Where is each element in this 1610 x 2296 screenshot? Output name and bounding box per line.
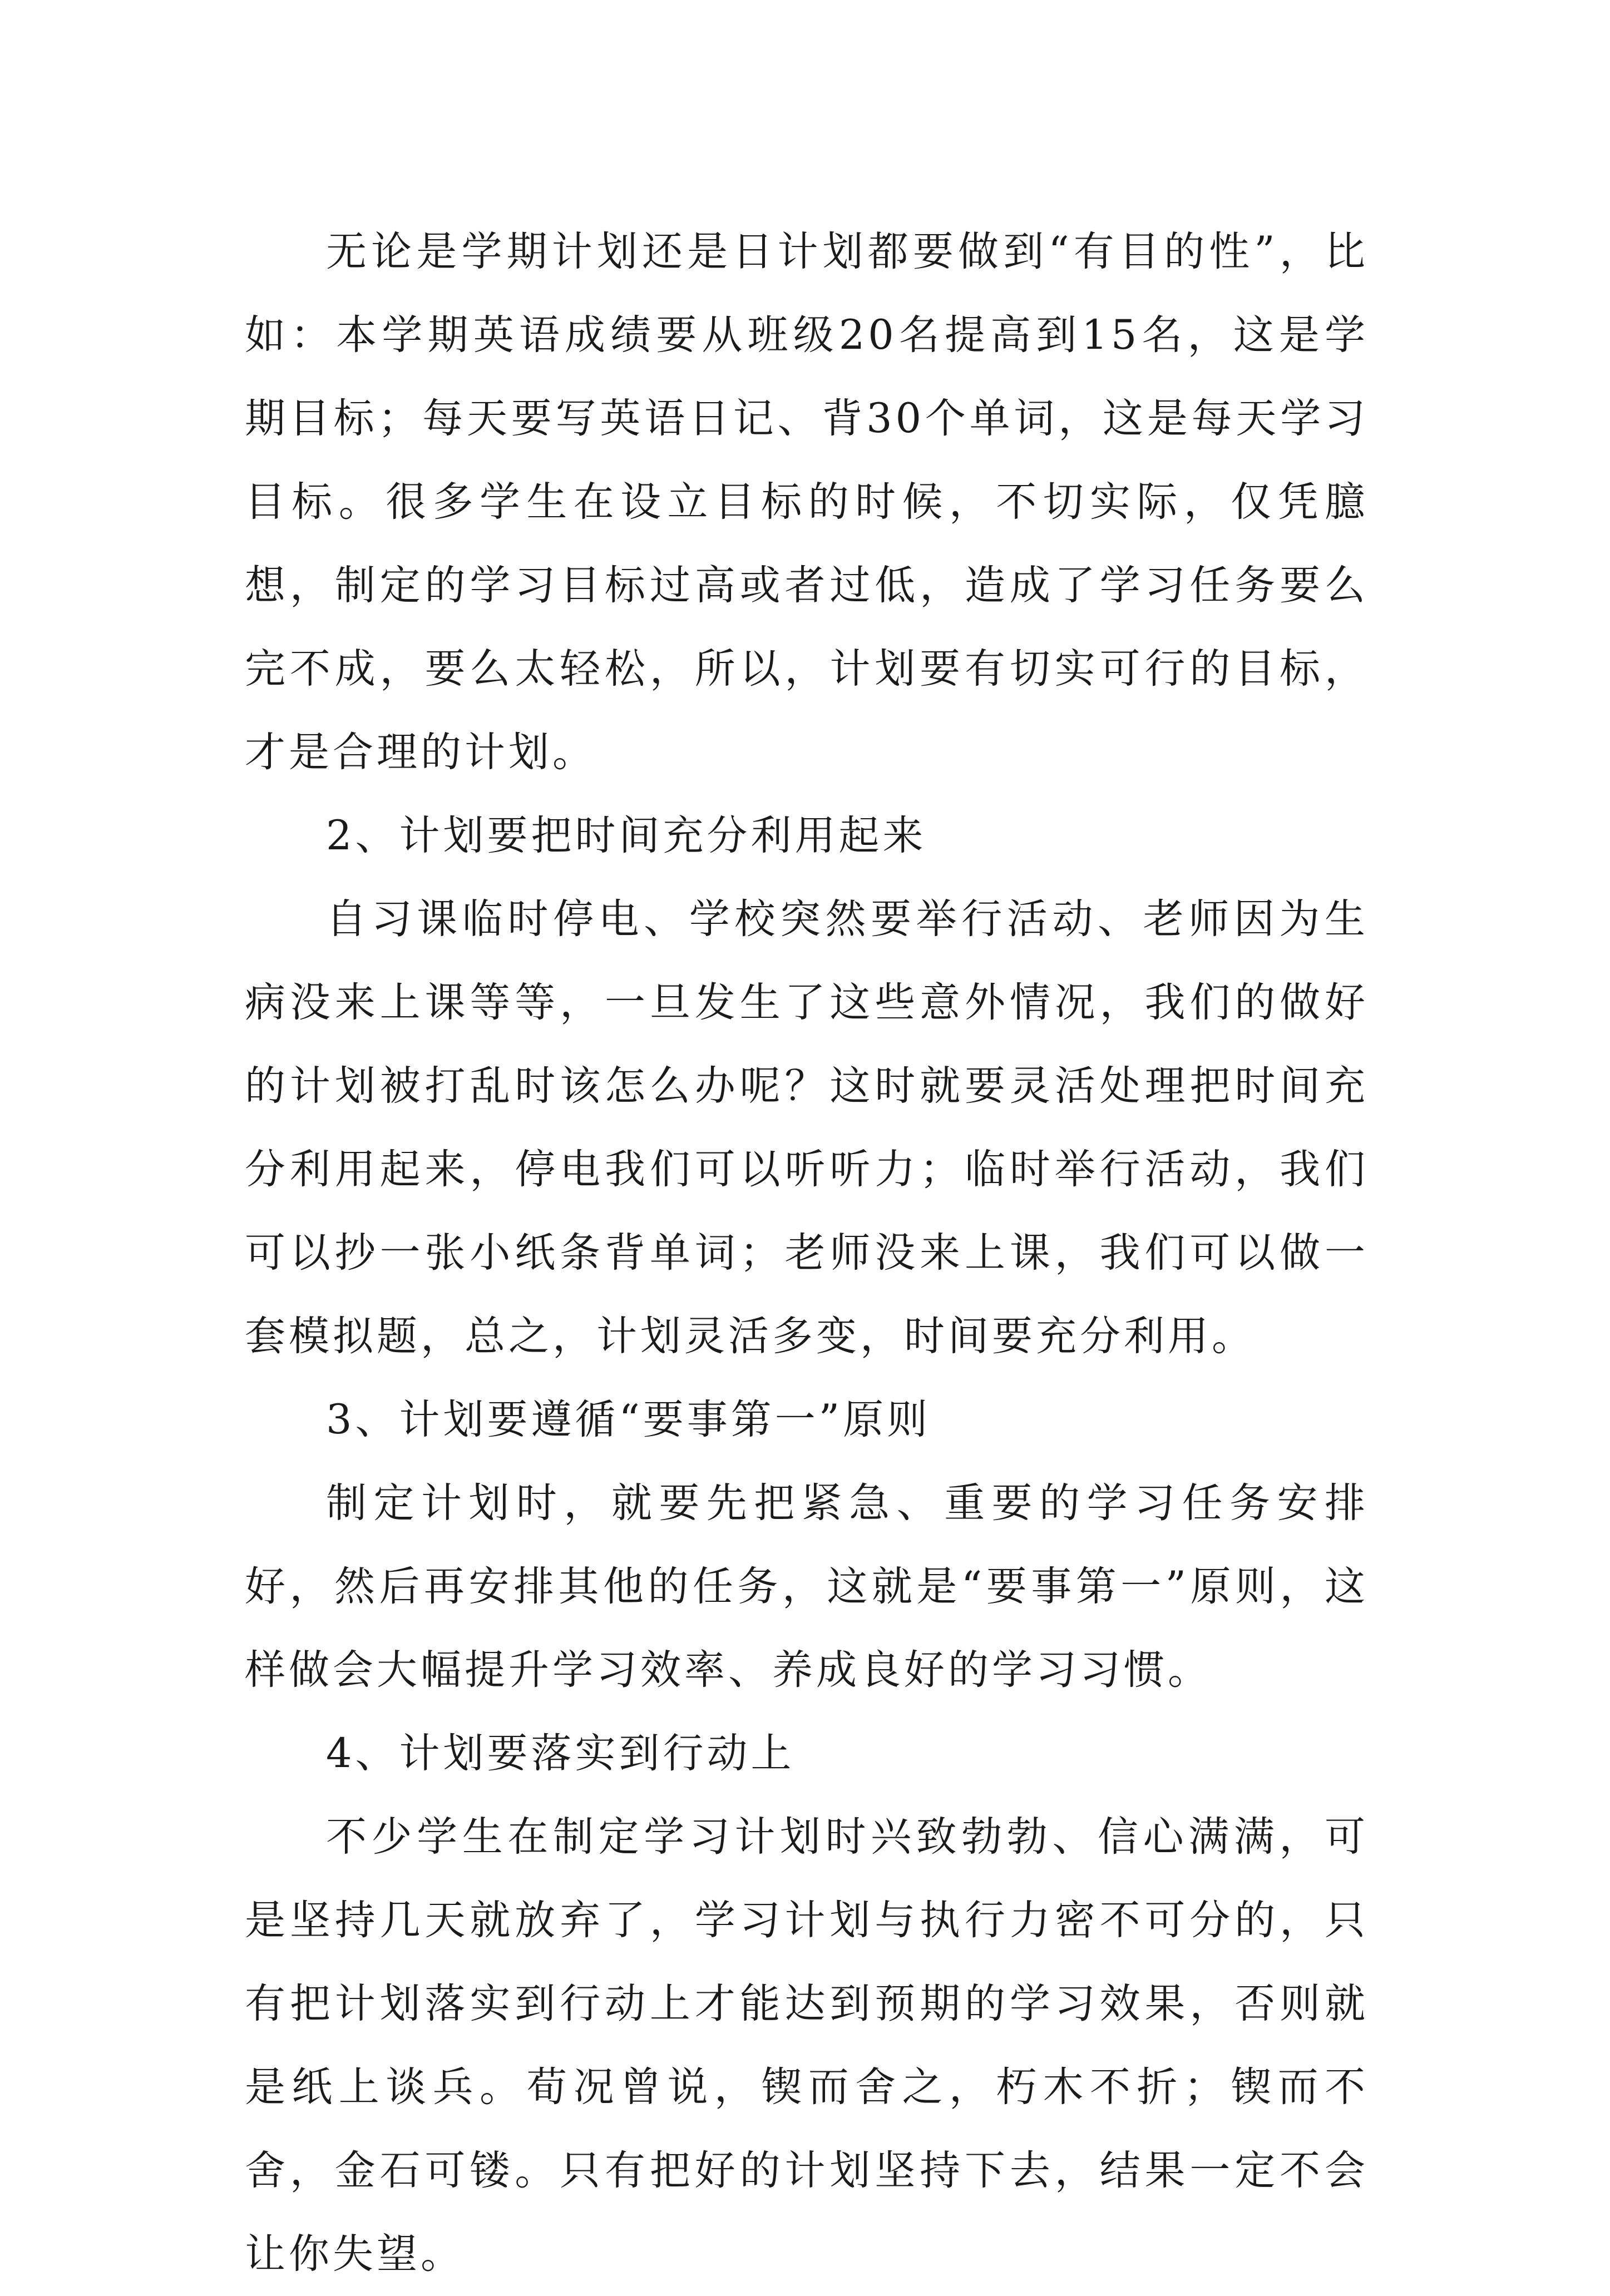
paragraph-time-usage: 自习课临时停电、学校突然要举行活动、老师因为生病没来上课等等，一旦发生了这些意外情况，我们的做好的计划被打乱时该怎么办呢？这时就要灵活处理把时间充分利用起来，停电我们可以听听力；临时举行活动，我们可以抄一张小纸条背单词；老师没来上课，我们可以做一套模拟题，总之，计划灵活多变，时间要充分利用。 (245, 895, 1369, 1360)
heading-time-usage: 2、计划要把时间充分利用起来 (326, 812, 927, 859)
heading-priority-first: 3、计划要遵循“要事第一”原则 (326, 1396, 931, 1443)
document-body (245, 210, 1369, 2296)
paragraph-take-action: 不少学生在制定学习计划时兴致勃勃、信心满满，可是坚持几天就放弃了，学习计划与执行力密不可分的，只有把计划落实到行动上才能达到预期的学习效果，否则就是纸上谈兵。荀况曾说，锲而舍之，朽木不折；锲而不舍，金石可镂。只有把好的计划坚持下去，结果一定不会让你失望。 (245, 1813, 1369, 2278)
paragraph-priority-first: 制定计划时，就要先把紧急、重要的学习任务安排好，然后再安排其他的任务，这就是“要事第一”原则，这样做会大幅提升学习效率、养成良好的学习习惯。 (245, 1479, 1369, 1694)
heading-take-action: 4、计划要落实到行动上 (326, 1730, 795, 1777)
paragraph-goals: 无论是学期计划还是日计划都要做到“有目的性”，比如：本学期英语成绩要从班级20名提高到15名，这是学期目标；每天要写英语日记、背30个单词，这是每天学习目标。很多学生在设立目标的时候，不切实际，仅凭臆想，制定的学习目标过高或者过低，造成了学习任务要么完不成，要么太轻松，所以，计划要有切实可行的目标，才是合理的计划。 (245, 228, 1369, 776)
